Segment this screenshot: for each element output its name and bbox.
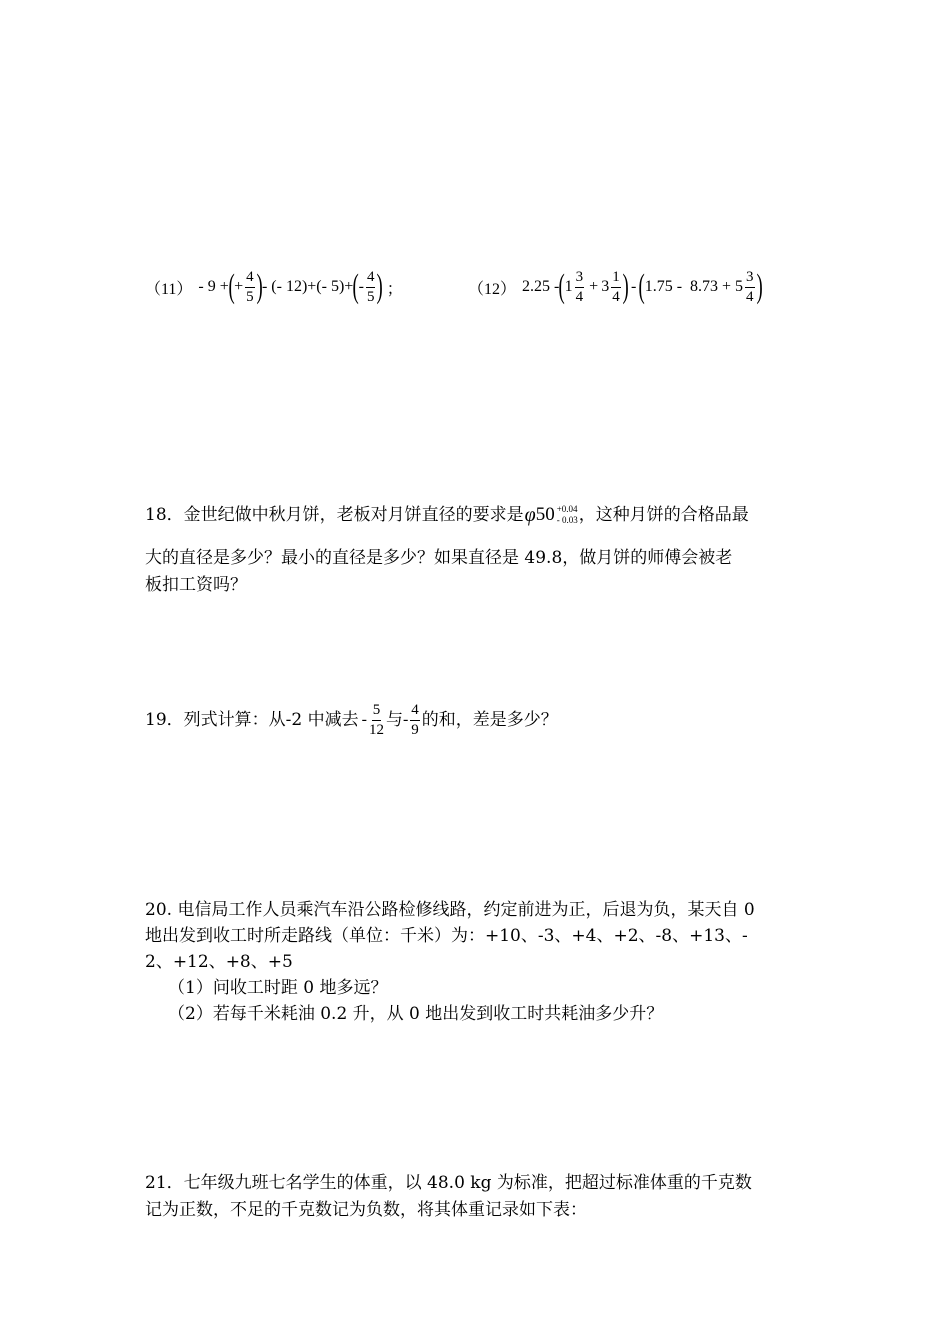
problem-12-label: （12）	[468, 280, 517, 298]
fraction: $\frac{4}{9}$	[411, 701, 419, 738]
phi-symbol: φ	[524, 504, 536, 526]
tolerance-base: 50	[535, 504, 555, 525]
problem-11-sign: +	[234, 278, 244, 295]
problem-21-line-2: 记为正数，不足的千克数记为负数，将其体重记录如下表：	[145, 1200, 587, 1220]
problem-11-end: ；	[386, 280, 403, 298]
problem-20-line-1: 20. 电信局工作人员乘汽车沿公路检修线路，约定前进为正，后退为负，某天自 0	[145, 900, 755, 920]
problem-12	[468, 262, 762, 312]
fraction: $\frac{4}{5}$	[366, 268, 375, 305]
minus-sign: -	[361, 711, 367, 728]
problem-20-sub-2: （2）若每千米耗油 0.2 升，从 0 地出发到收工时共耗油多少升？	[168, 1004, 664, 1024]
problem-19	[145, 700, 558, 740]
problem-18-line-2: 大的直径是多少？最小的直径是多少？如果直径是 49.8，做月饼的师傅会被老	[145, 548, 733, 568]
fraction: $\frac{1}{4}$	[612, 268, 620, 305]
tolerance-upper: +0.04	[556, 504, 578, 514]
fraction: $\frac{3}{4}$	[746, 268, 754, 305]
fraction: $\frac{5}{12}$	[368, 701, 384, 738]
problem-21-line-1: 21．七年级九班七名学生的体重，以 48.0 kg 为标准，把超过标准体重的千克数	[145, 1173, 752, 1193]
problem-11-sign: -	[358, 278, 364, 295]
minus-sign: -	[402, 711, 409, 728]
problem-11-label: （11）	[145, 280, 193, 298]
problem-11-term: - (- 12)+(- 5)+	[261, 278, 354, 295]
paren-open: (	[228, 268, 235, 305]
problem-20-line-3: 2、+12、+8、+5	[145, 952, 293, 972]
paren-close: )	[622, 268, 629, 305]
paren-close: )	[756, 268, 763, 305]
problem-20-sub-1: （1）问收工时距 0 地多远？	[168, 978, 388, 998]
paren-open: (	[638, 268, 646, 305]
tolerance-expression	[525, 502, 578, 528]
minus-sign: -	[631, 278, 637, 295]
problem-19-text: 19．列式计算：从-2 中减去	[145, 710, 359, 730]
tolerance-lower: - 0.03	[556, 515, 578, 525]
problem-11	[145, 262, 403, 312]
problem-19-text: 与	[385, 710, 403, 730]
problem-12-term: 1.75 - 8.73 + 5	[644, 278, 744, 295]
problem-20-line-2: 地出发到收工时所走路线（单位：千米）为：+10、-3、+4、+2、-8、+13、-	[145, 926, 748, 946]
problem-18-line-1	[145, 498, 749, 532]
fraction: $\frac{4}{5}$	[246, 268, 254, 305]
problem-18-text: ，这种月饼的合格品最	[578, 505, 749, 525]
problem-18-line-3: 板扣工资吗？	[145, 575, 247, 595]
problem-11-term: - 9 +	[198, 278, 229, 295]
problem-19-text: 的和，差是多少？	[421, 710, 558, 730]
plus-sign: +	[589, 278, 599, 295]
paren-close: )	[256, 268, 263, 305]
paren-open: (	[558, 268, 566, 305]
mixed-whole: 1	[564, 278, 573, 295]
paren-open: (	[352, 268, 360, 305]
paren-close: )	[377, 268, 384, 305]
fraction: $\frac{3}{4}$	[575, 268, 584, 305]
mixed-whole: 3	[601, 278, 610, 295]
problem-12-term: 2.25 -	[522, 278, 560, 295]
problem-18-text: 18．金世纪做中秋月饼，老板对月饼直径的要求是	[145, 505, 524, 525]
